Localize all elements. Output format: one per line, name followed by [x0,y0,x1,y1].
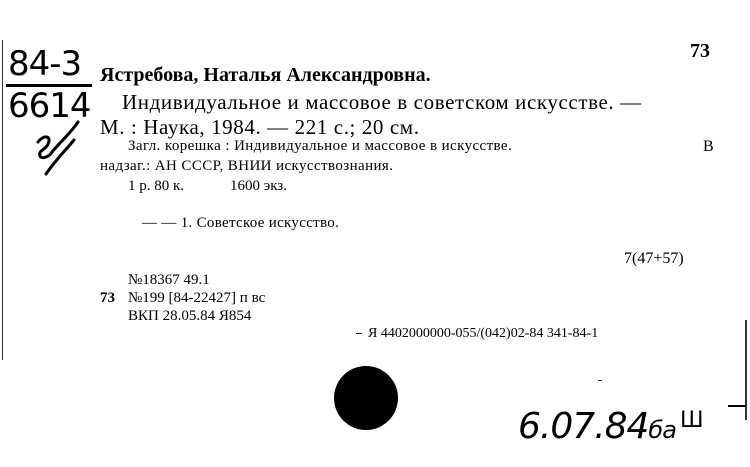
record-number: №18367 49.1 [128,272,210,288]
vkp-line: ВКП 28.05.84 Я854 [128,308,252,324]
bottom-right-edge-mark [728,405,746,407]
title-line-2: М. : Наука, 1984. — 221 с.; 20 см. [100,115,420,139]
note-line-2: надзаг.: АН СССР, ВНИИ искусствознания. [100,158,394,174]
handwritten-suffix: Ш [680,408,704,433]
punch-hole [334,366,398,430]
control-number-line: Я 4402000000-055/(042)02-84 341-84-1 [368,326,599,341]
handwritten-signature-mark [26,112,96,182]
note-line-1: Загл. корешка : Индивидуальное и массовое в искусстве. [128,138,513,154]
left-edge-line [2,40,3,360]
price: 1 р. 80 к. [128,178,185,194]
code-73: 73 [100,290,115,306]
handwritten-tick [598,380,602,381]
copies: 1600 экз. [230,178,287,194]
class-code-top: 73 [690,40,710,62]
note-letter-v: В [703,138,714,155]
shelf-code: 84-3 [8,44,82,84]
handwritten-date [518,406,676,447]
inventory-number: 6614 [8,86,91,126]
title-line-1: Индивидуальное и массовое в советском искусстве. — [122,90,642,114]
author-heading: Ястребова, Наталья Александровна. [100,64,431,86]
order-line: №199 [84-22427] п вс [128,290,266,306]
subject-heading: — — 1. Советское искусство. [142,215,340,231]
handwritten-date-value: 6.07.84 [518,406,649,447]
udc-code: 7(47+57) [624,250,684,267]
handwritten-mark: ба [648,416,676,444]
dash-mark [356,333,362,334]
